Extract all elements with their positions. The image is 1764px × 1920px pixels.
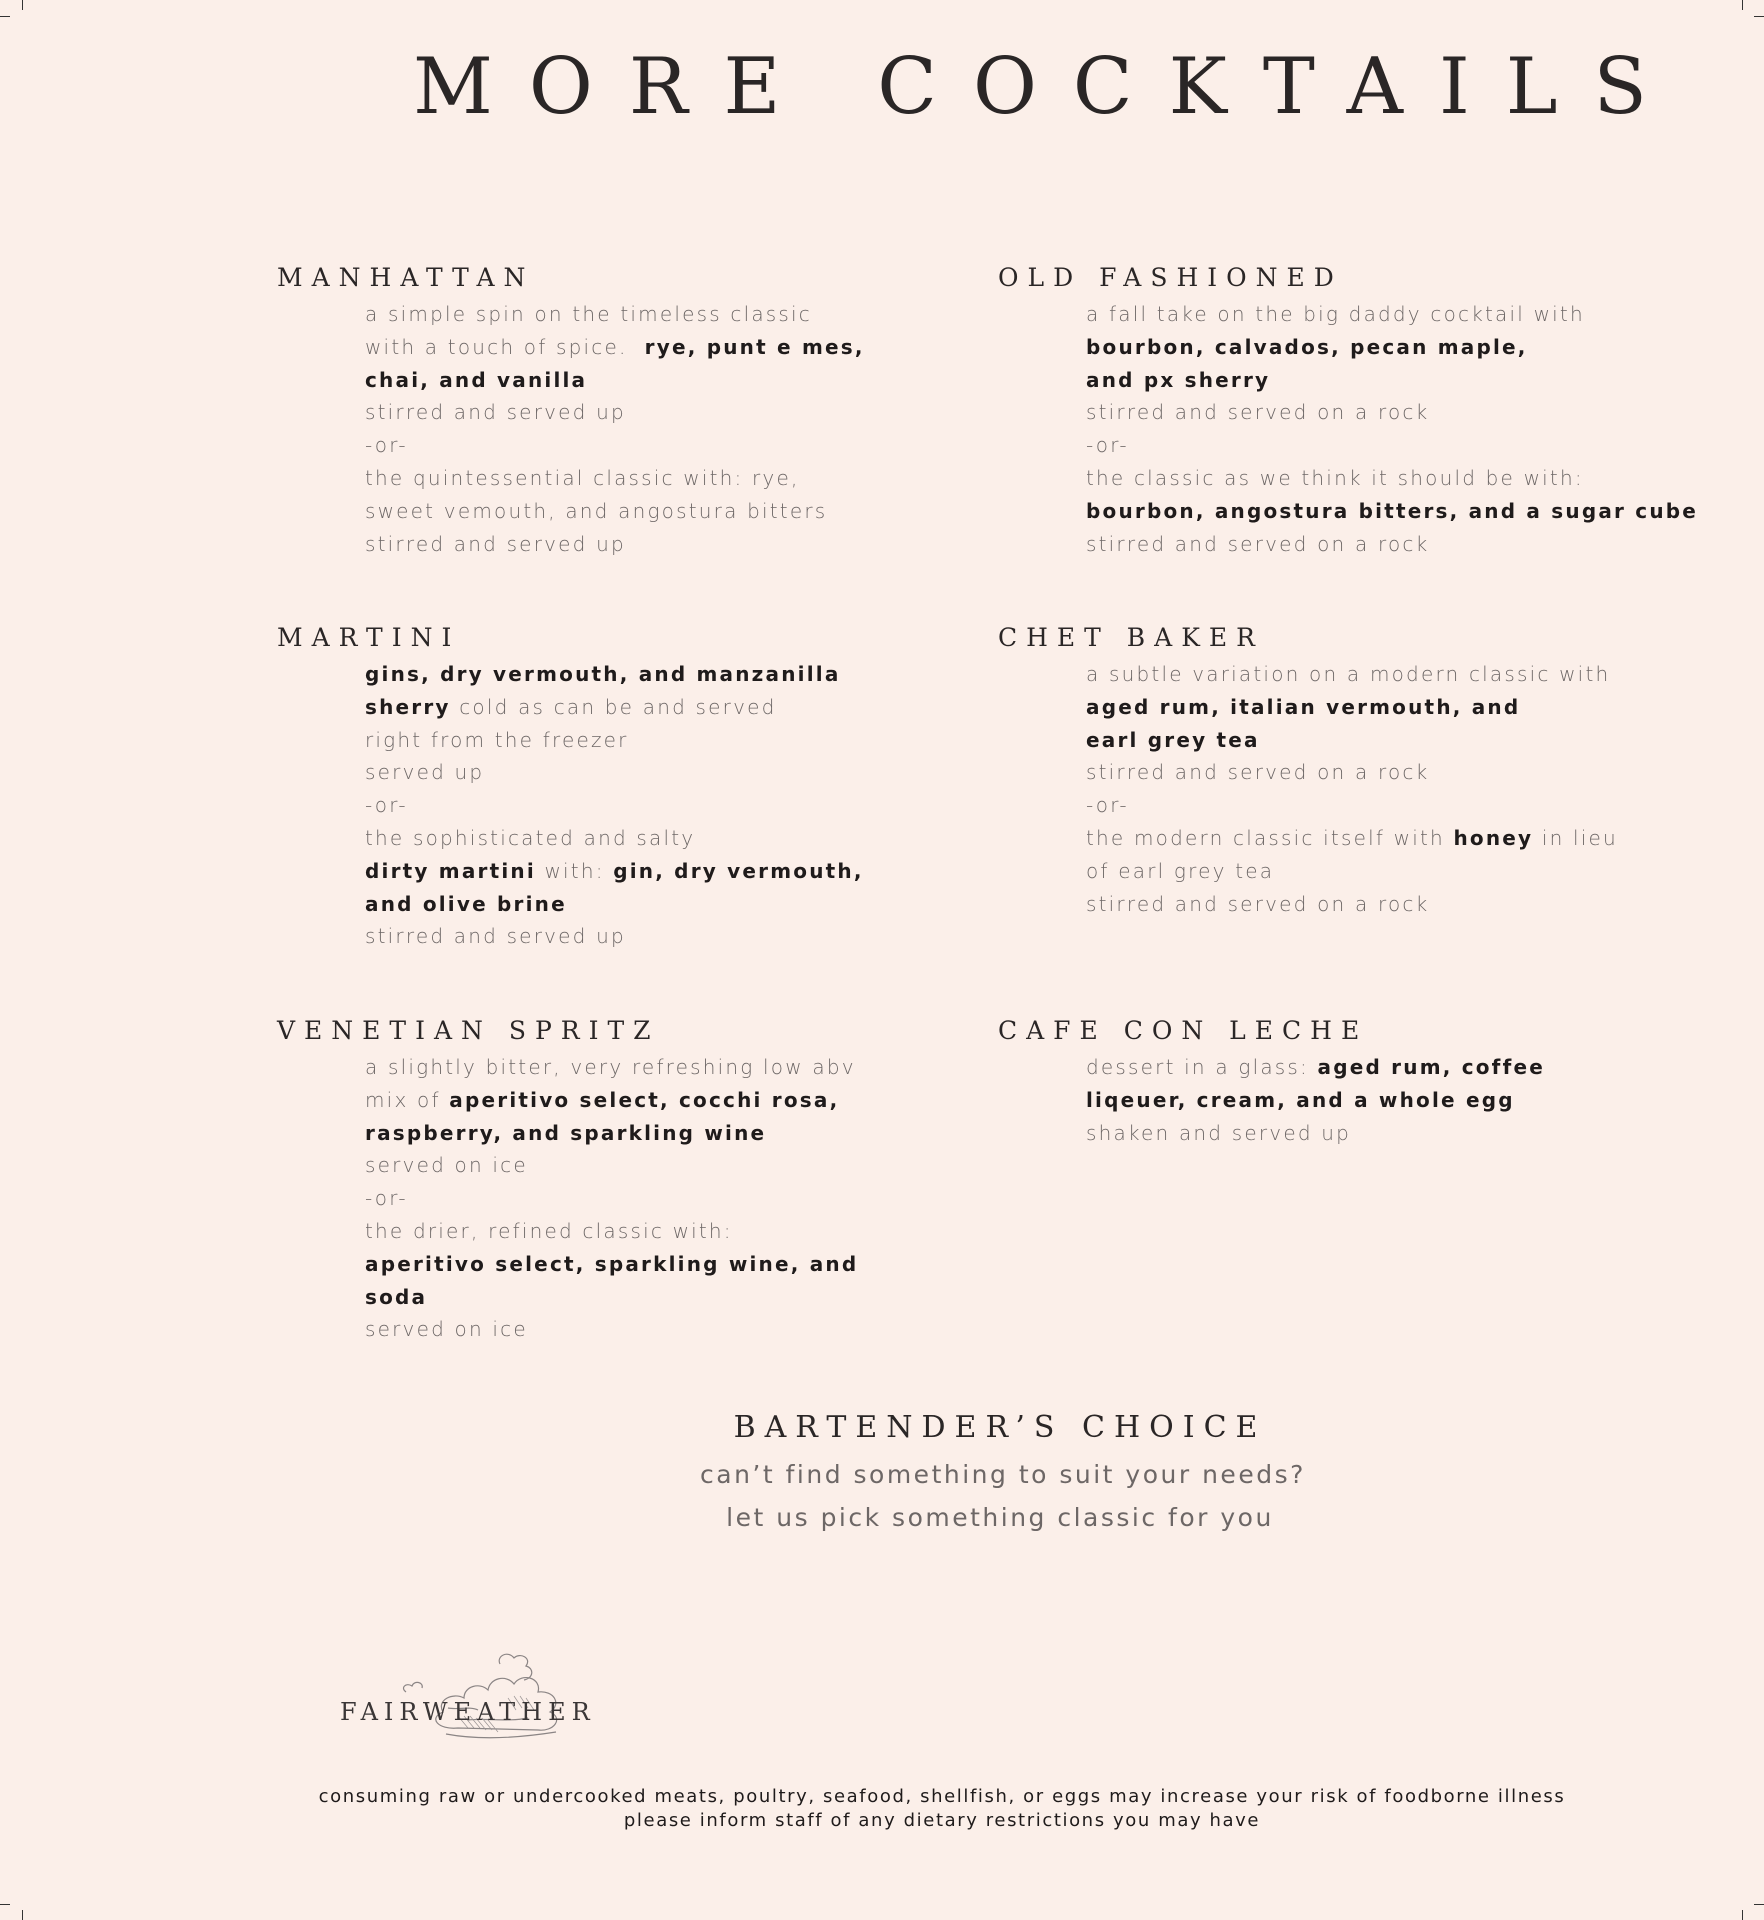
description-line [1086, 1051, 1545, 1084]
ingredient-text: aged rum, italian vermouth, and [1086, 694, 1521, 719]
description-line [365, 1051, 858, 1084]
description-line [365, 462, 865, 495]
cocktail-description [365, 1051, 858, 1346]
description-line [1086, 1117, 1545, 1150]
cocktail-description [365, 298, 865, 560]
description-line [1086, 855, 1618, 888]
description-line [1086, 822, 1618, 855]
ingredient-text: sherry [365, 694, 451, 719]
description-text: stirred and served on a rock [1086, 891, 1430, 916]
crop-mark-bottom-right-v [1742, 1910, 1743, 1920]
ingredient-text: earl grey tea [1086, 727, 1260, 752]
cocktail-name: MANHATTAN [277, 263, 535, 292]
description-text: a simple spin on the timeless classic [365, 302, 812, 326]
cocktail-description [365, 658, 864, 953]
description-line [365, 1084, 858, 1117]
description-line [365, 691, 864, 724]
description-text: the sophisticated and salty [365, 825, 696, 850]
description-line [1086, 789, 1618, 822]
description-line [1086, 528, 1698, 561]
crop-mark-top-left-v [22, 0, 23, 10]
bartenders-choice-title: BARTENDER’S CHOICE [733, 1410, 1267, 1445]
description-line [365, 1117, 858, 1150]
description-text: served up [365, 760, 485, 785]
description-line [365, 495, 865, 528]
ingredient-text: bourbon, angostura bitters, and a sugar cube [1086, 498, 1699, 523]
description-text: in lieu [1533, 825, 1618, 850]
cocktail-venetian-spritz [277, 1018, 858, 1346]
cocktail-name: CHET BAKER [998, 623, 1264, 652]
description-line [365, 364, 865, 397]
description-text: -or- [1086, 433, 1129, 458]
cocktail-name: MARTINI [277, 623, 461, 652]
description-text: -or- [365, 793, 408, 818]
ingredient-text: dirty martini [365, 858, 536, 883]
crop-mark-bottom-left-v [22, 1910, 23, 1920]
description-text: stirred and served on a rock [1086, 760, 1430, 785]
description-text: right from the freezer [365, 727, 629, 752]
crop-mark-top-left [0, 16, 10, 17]
description-text: cold as can be and served [450, 694, 777, 719]
description-text: stirred and served up [365, 924, 626, 949]
description-text: -or- [365, 1186, 408, 1211]
cocktail-cafe-con-leche [998, 1018, 1545, 1149]
footer-line-1: consuming raw or undercooked meats, poultry, seafood, shellfish, or eggs may increase your risk of foodborne illness [318, 1786, 1566, 1807]
description-text: the modern classic itself with [1086, 825, 1454, 850]
crop-mark-top-right [1754, 16, 1764, 17]
description-line [1086, 462, 1698, 495]
description-line [1086, 331, 1698, 364]
description-text: served on ice [365, 1317, 528, 1342]
fairweather-logo [338, 1648, 618, 1748]
description-line [365, 822, 864, 855]
bartenders-choice-line-1: can’t find something to suit your needs? [700, 1460, 1306, 1489]
ingredient-text: chai, and vanilla [365, 367, 588, 392]
description-line [365, 298, 865, 331]
description-line [1086, 1084, 1545, 1117]
description-line [1086, 495, 1698, 528]
description-line [365, 1215, 858, 1248]
description-text: -or- [1086, 793, 1129, 818]
description-text: stirred and served on a rock [1086, 400, 1430, 425]
description-line [365, 920, 864, 953]
description-line [1086, 298, 1698, 331]
cocktail-martini [277, 625, 864, 953]
description-line [365, 528, 865, 561]
description-text: -or- [365, 433, 408, 458]
description-line [365, 396, 865, 429]
logo-wordmark: FAIRWEATHER [340, 1698, 596, 1726]
bartenders-choice-line-2: let us pick something classic for you [726, 1503, 1274, 1532]
footer-notice [0, 1785, 1764, 1833]
crop-mark-bottom-left [0, 1904, 10, 1905]
cocktail-description [1086, 1051, 1545, 1149]
description-text: served on ice [365, 1153, 528, 1178]
description-line [365, 658, 864, 691]
description-line [365, 429, 865, 462]
cocktail-name: CAFE CON LECHE [998, 1016, 1369, 1045]
description-line [1086, 756, 1618, 789]
description-line [365, 855, 864, 888]
footer-line-2: please inform staff of any dietary restrictions you may have [623, 1810, 1261, 1831]
description-text: the drier, refined classic with: [365, 1218, 733, 1243]
ingredient-text: soda [365, 1284, 428, 1309]
ingredient-text: and olive brine [365, 891, 567, 916]
description-text: shaken and served up [1086, 1120, 1352, 1145]
description-text: the classic as we think it should be with: [1086, 465, 1584, 490]
description-line [365, 1182, 858, 1215]
description-text: a subtle variation on a modern classic with [1086, 662, 1611, 686]
ingredient-text: bourbon, calvados, pecan maple, [1086, 334, 1528, 359]
description-line [1086, 364, 1698, 397]
description-text: of earl grey tea [1086, 858, 1275, 883]
description-line [365, 1248, 858, 1281]
ingredient-text: gins, dry vermouth, and manzanilla [365, 662, 841, 686]
page-title: MORE COCKTAILS [413, 42, 1683, 132]
description-text: a fall take on the big daddy cocktail with [1086, 302, 1585, 326]
ingredient-text: and px sherry [1086, 367, 1271, 392]
ingredient-text: aged rum, coffee [1317, 1055, 1546, 1079]
cocktail-chet-baker [998, 625, 1618, 920]
description-line [1086, 888, 1618, 921]
cocktail-old-fashioned [998, 265, 1698, 560]
description-line [365, 756, 864, 789]
description-text: stirred and served on a rock [1086, 531, 1430, 556]
description-line [365, 1149, 858, 1182]
cocktail-manhattan [277, 265, 865, 560]
description-text: mix of [365, 1087, 450, 1112]
crop-mark-top-right-v [1742, 0, 1743, 10]
cocktail-description [1086, 298, 1698, 560]
description-text: with a touch of spice. [365, 334, 645, 359]
description-text: the quintessential classic with: rye, [365, 465, 800, 490]
ingredient-text: aperitivo select, cocchi rosa, [449, 1087, 840, 1112]
description-line [365, 789, 864, 822]
description-line [1086, 396, 1698, 429]
description-line [1086, 724, 1618, 757]
cocktail-name: VENETIAN SPRITZ [277, 1016, 660, 1045]
cocktail-description [1086, 658, 1618, 920]
ingredient-text: rye, punt e mes, [644, 334, 865, 359]
description-text: stirred and served up [365, 531, 626, 556]
description-line [365, 1313, 858, 1346]
description-text: with: [535, 858, 614, 883]
description-line [1086, 691, 1618, 724]
description-line [365, 331, 865, 364]
description-line [365, 1281, 858, 1314]
description-text: sweet vemouth, and angostura bitters [365, 498, 828, 523]
description-text: dessert in a glass: [1086, 1055, 1318, 1079]
cocktail-name: OLD FASHIONED [998, 263, 1343, 292]
ingredient-text: honey [1453, 825, 1534, 850]
crop-mark-bottom-right [1754, 1904, 1764, 1905]
ingredient-text: liqeuer, cream, and a whole egg [1086, 1087, 1515, 1112]
description-line [1086, 429, 1698, 462]
description-line [1086, 658, 1618, 691]
description-text: a slightly bitter, very refreshing low abv [365, 1055, 856, 1079]
ingredient-text: raspberry, and sparkling wine [365, 1120, 767, 1145]
description-text: stirred and served up [365, 400, 626, 425]
description-line [365, 888, 864, 921]
description-line [365, 724, 864, 757]
ingredient-text: gin, dry vermouth, [613, 858, 864, 883]
bartenders-choice [700, 1410, 1306, 1539]
ingredient-text: aperitivo select, sparkling wine, and [365, 1251, 859, 1276]
